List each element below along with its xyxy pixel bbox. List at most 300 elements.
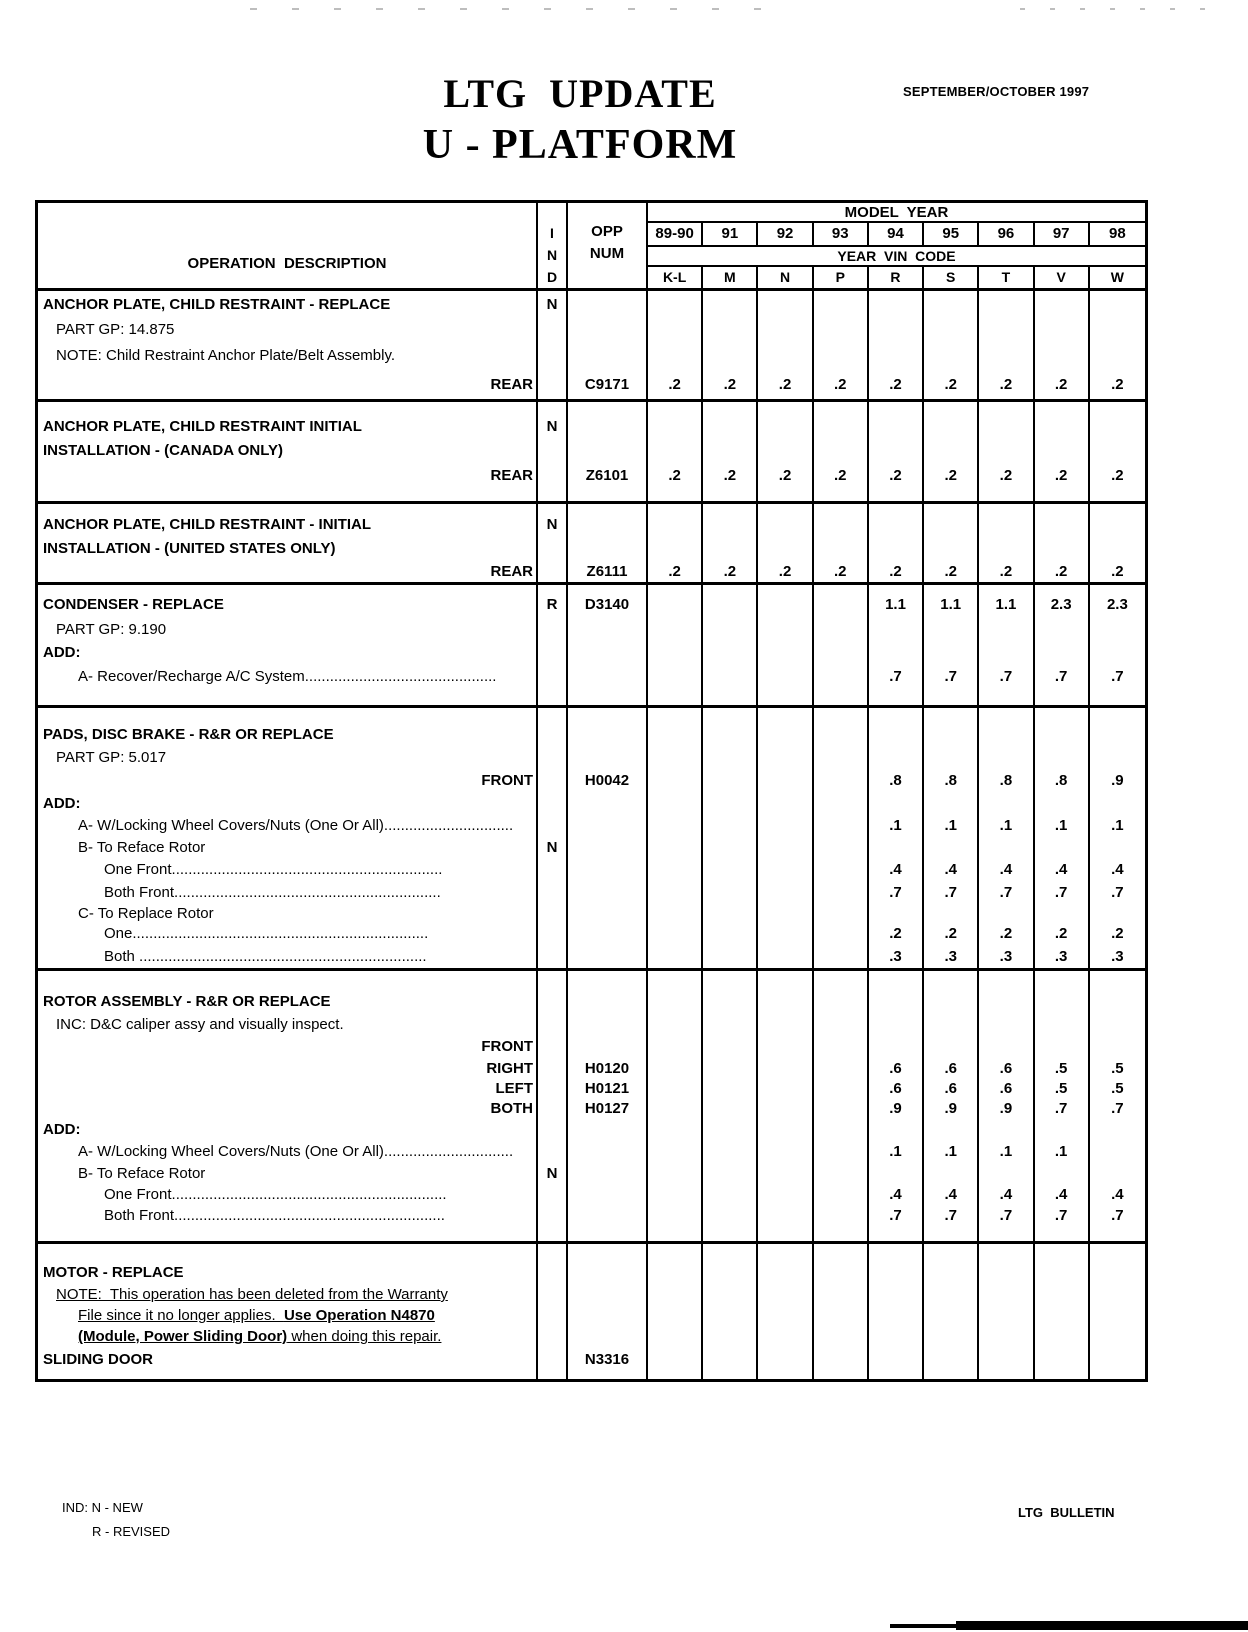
position-label: REAR (490, 562, 533, 580)
value-cell-97 (1035, 512, 1090, 536)
value-cell-93 (814, 881, 869, 903)
value-cell-94 (869, 641, 924, 663)
vin-col-w: W (1110, 269, 1124, 285)
opp-num-cell (568, 641, 648, 663)
value-cell-97 (1035, 1371, 1090, 1379)
value-cell-92 (758, 881, 813, 903)
value-cell-97 (1035, 836, 1090, 858)
description-text: CONDENSER - REPLACE (43, 595, 224, 613)
value-cell-96 (979, 1305, 1034, 1326)
value-cell-96 (979, 512, 1034, 536)
year-col-91: 91 (703, 223, 758, 245)
value-cell-95: .8 (924, 768, 979, 792)
description-text: Both Front................................................................. (104, 1206, 445, 1224)
value-cell-97 (1035, 1118, 1090, 1140)
opp-num-cell (568, 989, 648, 1013)
value-cell-89-90 (648, 1371, 703, 1379)
value-cell-91 (703, 512, 758, 536)
value-cell-94 (869, 488, 924, 501)
value-cell-98 (1090, 746, 1145, 768)
value-cell-91 (703, 989, 758, 1013)
ind-cell (538, 1347, 568, 1371)
value-cell-96: .2 (979, 369, 1034, 399)
value-cell-89-90: .2 (648, 560, 703, 582)
value-cell-91 (703, 341, 758, 369)
value-cell-91 (703, 881, 758, 903)
opp-num-cell (568, 1118, 648, 1140)
ind-cell (538, 1078, 568, 1098)
ind-letter-d: D (546, 269, 558, 285)
ind-cell (538, 1035, 568, 1058)
value-cell-89-90 (648, 1118, 703, 1140)
value-cell-93 (814, 488, 869, 501)
col-header-ind (538, 203, 568, 288)
value-cell-95: .7 (924, 663, 979, 689)
table-line (38, 858, 1145, 881)
ind-cell (538, 1305, 568, 1326)
vin-col-v: V (1035, 267, 1090, 288)
value-cell-97: .2 (1035, 369, 1090, 399)
value-cell-93 (814, 836, 869, 858)
vin-code-row (648, 267, 1145, 288)
value-cell-96: .2 (979, 462, 1034, 488)
ind-cell (538, 768, 568, 792)
value-cell-91 (703, 836, 758, 858)
operation-description-cell (38, 1184, 538, 1204)
value-cell-89-90 (648, 1035, 703, 1058)
value-cell-89-90 (648, 814, 703, 836)
operation-description-cell (38, 1284, 538, 1305)
value-cell-89-90 (648, 1244, 703, 1260)
value-cell-92 (758, 402, 813, 414)
ind-letter-i: I (550, 225, 554, 241)
ind-cell (538, 341, 568, 369)
value-cell-98 (1090, 989, 1145, 1013)
description-text: ANCHOR PLATE, CHILD RESTRAINT - REPLACE (43, 295, 391, 313)
value-cell-95: .2 (924, 560, 979, 582)
vin-col-m: M (703, 267, 758, 288)
value-cell-98 (1090, 1140, 1145, 1162)
value-cell-97: .7 (1035, 663, 1090, 689)
ind-cell (538, 1118, 568, 1140)
description-text: Both ..................................................................... (104, 947, 427, 965)
value-cell-89-90 (648, 1284, 703, 1305)
value-cell-96: .2 (979, 923, 1034, 944)
value-cell-95: 1.1 (924, 591, 979, 617)
ind-cell (538, 1058, 568, 1078)
table-line (38, 1326, 1145, 1347)
description-text: ANCHOR PLATE, CHILD RESTRAINT INITIAL (43, 417, 362, 435)
operation-description-cell (38, 1244, 538, 1260)
value-cell-97: .1 (1035, 814, 1090, 836)
value-cell-97 (1035, 1260, 1090, 1284)
table-line (38, 560, 1145, 582)
operation-description-cell (38, 923, 538, 944)
value-cell-96: .4 (979, 858, 1034, 881)
value-cell-92 (758, 617, 813, 641)
value-cell-97: .3 (1035, 944, 1090, 968)
value-cell-97: .7 (1035, 1204, 1090, 1226)
value-cell-92 (758, 663, 813, 689)
value-cell-89-90 (648, 1078, 703, 1098)
opp-num-cell (568, 341, 648, 369)
operation-description-cell (38, 944, 538, 968)
value-cell-97 (1035, 536, 1090, 560)
value-cell-94: .1 (869, 814, 924, 836)
opp-num-cell (568, 689, 648, 705)
position-label: REAR (490, 375, 533, 393)
value-cell-93: .2 (814, 369, 869, 399)
value-cell-97 (1035, 1284, 1090, 1305)
value-cell-96: .2 (979, 560, 1034, 582)
table-line (38, 462, 1145, 488)
description-text: One Front................................................................. (104, 861, 443, 878)
value-cell-96: .1 (979, 1140, 1034, 1162)
value-cell-98 (1090, 641, 1145, 663)
operation-description-cell (38, 291, 538, 317)
operation-description-cell (38, 536, 538, 560)
opp-num-cell: H0127 (568, 1098, 648, 1118)
value-cell-91 (703, 504, 758, 512)
value-cell-96: .7 (979, 1204, 1034, 1226)
table-line (38, 1162, 1145, 1184)
description-text: B- To Reface Rotor (78, 838, 206, 856)
value-cell-89-90 (648, 836, 703, 858)
value-cell-96 (979, 291, 1034, 317)
value-cell-92 (758, 1326, 813, 1347)
value-cell-93 (814, 1204, 869, 1226)
value-cell-95 (924, 317, 979, 341)
operation-description-cell (38, 1371, 538, 1379)
value-cell-93 (814, 1184, 869, 1204)
value-cell-95: .7 (924, 881, 979, 903)
table-line (38, 1204, 1145, 1226)
operation-description-cell (38, 971, 538, 989)
value-cell-92 (758, 858, 813, 881)
opp-num-cell (568, 971, 648, 989)
value-cell-89-90 (648, 746, 703, 768)
ind-cell (538, 1244, 568, 1260)
value-cell-92 (758, 971, 813, 989)
value-cell-95 (924, 536, 979, 560)
value-cell-94: .2 (869, 560, 924, 582)
value-cell-91 (703, 1098, 758, 1118)
value-cell-94: .3 (869, 944, 924, 968)
value-cell-97: .5 (1035, 1078, 1090, 1098)
value-cell-94 (869, 689, 924, 705)
ind-cell (538, 488, 568, 501)
value-cell-96 (979, 1284, 1034, 1305)
value-cell-94: .7 (869, 881, 924, 903)
table-line (38, 641, 1145, 663)
operation-description-cell (38, 641, 538, 663)
ind-cell (538, 1284, 568, 1305)
year-col-94: 94 (869, 223, 924, 245)
value-cell-93 (814, 591, 869, 617)
value-cell-98: .5 (1111, 1059, 1124, 1077)
value-cell-91 (703, 1118, 758, 1140)
value-cell-96 (979, 488, 1034, 501)
value-cell-92: .2 (758, 369, 813, 399)
value-cell-92 (758, 792, 813, 814)
description-text: PART GP: 14.875 (56, 320, 175, 338)
table-line (38, 1371, 1145, 1379)
value-cell-91 (703, 1013, 758, 1035)
value-cell-94 (869, 414, 924, 438)
value-cell-91 (703, 1140, 758, 1162)
value-cell-95 (924, 1305, 979, 1326)
opp-num-cell (568, 923, 648, 944)
value-cell-94: .6 (869, 1058, 924, 1078)
ind-cell (538, 722, 568, 746)
value-cell-97 (1035, 1305, 1090, 1326)
value-cell-89-90 (648, 1013, 703, 1035)
description-text: ADD: (43, 643, 81, 661)
operation-description-cell (38, 560, 538, 582)
ind-cell (538, 1184, 568, 1204)
value-cell-92 (758, 746, 813, 768)
value-cell-93 (814, 1140, 869, 1162)
value-cell-96: .4 (979, 1184, 1034, 1204)
opp-num-cell (568, 1204, 648, 1226)
value-cell-92: .2 (758, 462, 813, 488)
value-cell-94 (869, 317, 924, 341)
value-cell-95 (924, 1347, 979, 1371)
value-cell-98 (1090, 1305, 1145, 1326)
value-cell-95 (924, 1226, 979, 1241)
value-cell-95: .2 (924, 369, 979, 399)
operation-description-cell (38, 1013, 538, 1035)
value-cell-98: .4 (1111, 1185, 1124, 1203)
value-cell-95 (924, 689, 979, 705)
value-cell-98 (1090, 504, 1145, 512)
value-cell-91 (703, 923, 758, 944)
value-cell-93 (814, 722, 869, 746)
operation-description-cell (38, 881, 538, 903)
ind-cell: N (538, 512, 568, 536)
opp-num-cell: H0120 (568, 1058, 648, 1078)
value-cell-97 (1035, 1226, 1090, 1241)
value-cell-98: .7 (1111, 667, 1124, 685)
value-cell-89-90 (648, 1226, 703, 1241)
opp-num-cell (568, 1305, 648, 1326)
ind-cell: N (538, 291, 568, 317)
value-cell-97 (1035, 291, 1090, 317)
value-cell-89-90 (648, 881, 703, 903)
value-cell-95 (924, 792, 979, 814)
value-cell-95 (924, 488, 979, 501)
value-cell-91 (703, 1162, 758, 1184)
value-cell-94 (869, 1371, 924, 1379)
value-cell-94: .8 (869, 768, 924, 792)
value-cell-97 (1035, 414, 1090, 438)
opp-num-cell (568, 944, 648, 968)
value-cell-98: .7 (1111, 883, 1124, 901)
opp-num-cell: Z6111 (568, 560, 648, 582)
value-cell-97 (1035, 971, 1090, 989)
value-cell-95 (924, 641, 979, 663)
description-text: A- Recover/Recharge A/C System.............................................. (78, 667, 497, 685)
value-cell-98 (1090, 1371, 1145, 1379)
opp-num-cell (568, 438, 648, 462)
operation-section-4 (38, 705, 1145, 968)
value-cell-98 (1090, 1226, 1145, 1241)
value-cell-96 (979, 536, 1034, 560)
value-cell-93 (814, 1078, 869, 1098)
value-cell-89-90 (648, 792, 703, 814)
opp-num-cell (568, 1226, 648, 1241)
value-cell-89-90 (648, 536, 703, 560)
table-line (38, 689, 1145, 705)
value-cell-96 (979, 746, 1034, 768)
value-cell-95 (924, 402, 979, 414)
value-cell-93 (814, 1305, 869, 1326)
value-cell-98 (1090, 689, 1145, 705)
value-cell-94: .2 (869, 369, 924, 399)
value-cell-95 (924, 989, 979, 1013)
operation-description-cell (38, 746, 538, 768)
value-cell-96 (979, 341, 1034, 369)
value-cell-93 (814, 536, 869, 560)
ind-cell: N (538, 836, 568, 858)
value-cell-94 (869, 402, 924, 414)
value-cell-97 (1035, 708, 1090, 722)
operation-section-5 (38, 968, 1145, 1241)
ind-cell (538, 462, 568, 488)
value-cell-92 (758, 536, 813, 560)
value-cell-89-90 (648, 768, 703, 792)
table-line (38, 722, 1145, 746)
value-cell-94: .7 (869, 663, 924, 689)
table-line (38, 1347, 1145, 1371)
value-cell-93 (814, 944, 869, 968)
opp-num-cell (568, 708, 648, 722)
value-cell-93 (814, 923, 869, 944)
value-cell-91 (703, 814, 758, 836)
value-cell-98 (1090, 971, 1145, 989)
value-cell-89-90 (648, 438, 703, 462)
value-cell-92 (758, 1013, 813, 1035)
table-line (38, 923, 1145, 944)
value-cell-92 (758, 291, 813, 317)
value-cell-93 (814, 903, 869, 923)
operation-description-cell (38, 402, 538, 414)
ind-cell: N (538, 1162, 568, 1184)
value-cell-91 (703, 792, 758, 814)
operation-description-cell (38, 414, 538, 438)
ind-legend-revised: R - REVISED (92, 1524, 171, 1539)
value-cell-91 (703, 402, 758, 414)
table-line (38, 414, 1145, 438)
value-cell-89-90 (648, 708, 703, 722)
table-line (38, 792, 1145, 814)
value-cell-95 (924, 722, 979, 746)
value-cell-95 (924, 1371, 979, 1379)
value-cell-94 (869, 836, 924, 858)
ind-cell (538, 641, 568, 663)
table-line (38, 291, 1145, 317)
operation-description-cell (38, 1140, 538, 1162)
value-cell-97: .8 (1035, 768, 1090, 792)
table-line (38, 663, 1145, 689)
operation-section-1 (38, 399, 1145, 501)
value-cell-95: .2 (924, 923, 979, 944)
ind-cell (538, 1013, 568, 1035)
operation-description-cell (38, 1347, 538, 1371)
value-cell-95 (924, 903, 979, 923)
opp-num-cell: H0042 (568, 768, 648, 792)
value-cell-94: .9 (869, 1098, 924, 1118)
value-cell-93 (814, 1162, 869, 1184)
value-cell-95: .7 (924, 1204, 979, 1226)
value-cell-95 (924, 341, 979, 369)
table-line (38, 341, 1145, 369)
opp-num-cell (568, 488, 648, 501)
value-cell-95 (924, 971, 979, 989)
value-cell-93 (814, 341, 869, 369)
scan-artifact-bottom-bar (956, 1621, 1248, 1630)
operation-description-cell (38, 1162, 538, 1184)
ind-cell (538, 814, 568, 836)
ind-cell (538, 560, 568, 582)
value-cell-97 (1035, 1162, 1090, 1184)
description-text: INSTALLATION - (UNITED STATES ONLY) (43, 539, 336, 557)
value-cell-94 (869, 341, 924, 369)
value-cell-93 (814, 1260, 869, 1284)
bulletin-label: LTG BULLETIN (1018, 1505, 1115, 1520)
value-cell-98 (1090, 1244, 1145, 1260)
value-cell-91: .2 (703, 560, 758, 582)
table-line (38, 971, 1145, 989)
value-cell-94 (869, 708, 924, 722)
value-cell-91 (703, 663, 758, 689)
ind-cell (538, 971, 568, 989)
value-cell-91 (703, 1078, 758, 1098)
table-line (38, 1140, 1145, 1162)
value-cell-97 (1035, 792, 1090, 814)
value-cell-94 (869, 504, 924, 512)
value-cell-93 (814, 971, 869, 989)
opp-num-cell: C9171 (568, 369, 648, 399)
value-cell-97 (1035, 402, 1090, 414)
value-cell-91 (703, 1305, 758, 1326)
value-cell-97 (1035, 903, 1090, 923)
opp-num-cell (568, 402, 648, 414)
value-cell-95 (924, 1244, 979, 1260)
ind-cell (538, 792, 568, 814)
value-cell-97 (1035, 488, 1090, 501)
year-col-97: 97 (1035, 223, 1090, 245)
value-cell-92 (758, 768, 813, 792)
value-cell-94 (869, 722, 924, 746)
value-cell-89-90 (648, 971, 703, 989)
value-cell-98 (1090, 722, 1145, 746)
opp-num-cell (568, 836, 648, 858)
description-text: INC: D&C caliper assy and visually inspect. (56, 1015, 344, 1033)
value-cell-96: .6 (979, 1078, 1034, 1098)
value-cell-96 (979, 641, 1034, 663)
value-cell-93 (814, 1326, 869, 1347)
value-cell-94 (869, 1260, 924, 1284)
value-cell-89-90 (648, 1140, 703, 1162)
value-cell-98: .5 (1111, 1079, 1124, 1097)
opp-num-cell (568, 858, 648, 881)
value-cell-96: .6 (979, 1058, 1034, 1078)
value-cell-91 (703, 971, 758, 989)
value-cell-93 (814, 1098, 869, 1118)
value-cell-92 (758, 923, 813, 944)
opp-num-cell (568, 1284, 648, 1305)
